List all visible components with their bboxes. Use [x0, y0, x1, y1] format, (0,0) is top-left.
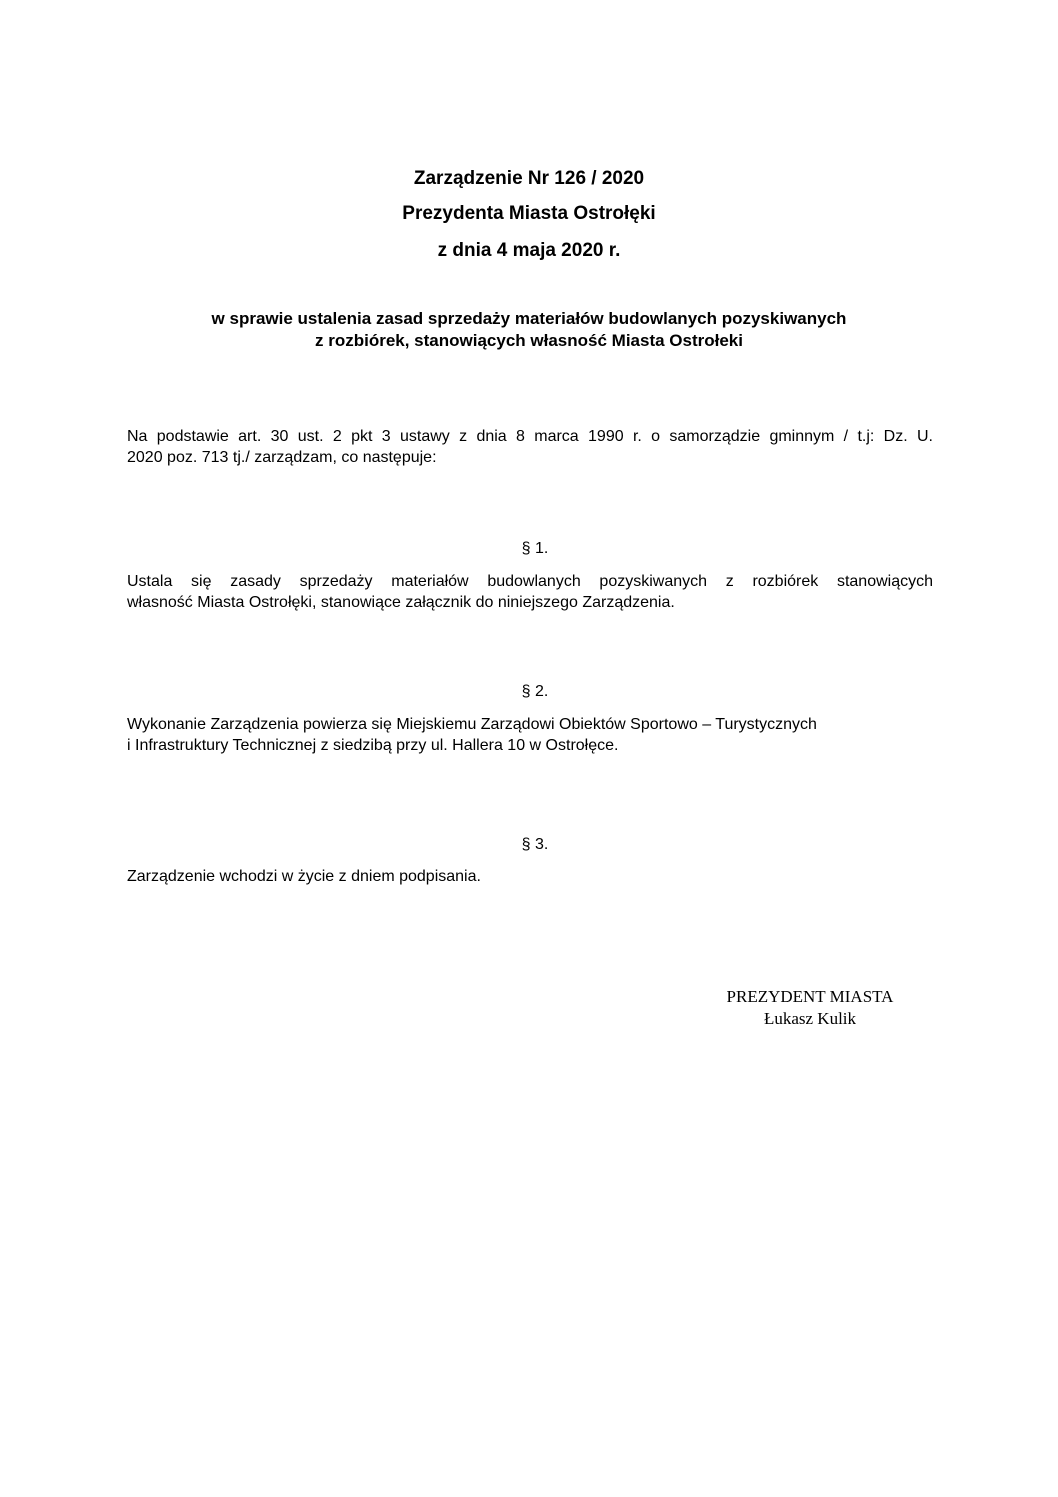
section-1-text	[127, 571, 933, 613]
ordinance-number: Zarządzenie Nr 126 / 2020	[413, 168, 645, 189]
preamble	[127, 426, 933, 468]
issue-date: z dnia 4 maja 2020 r.	[437, 240, 621, 261]
signature-block	[700, 986, 920, 1030]
section-2-line-2: i Infrastruktury Technicznej z siedzibą przy ul. Hallera 10 w Ostrołęce.	[127, 737, 619, 754]
section-2-line-1: Wykonanie Zarządzenia powierza się Miejskiemu Zarządowi Obiektów Sportowo – Turystycznych	[127, 716, 817, 733]
section-1-line-1: Ustala się zasady sprzedaży materiałów budowlanych pozyskiwanych z rozbiórek stanowiących	[127, 573, 933, 590]
preamble-line-2: 2020 poz. 713 tj./ zarządzam, co następuje:	[127, 449, 437, 466]
section-2-text	[127, 714, 933, 756]
section-1-mark: § 1.	[521, 540, 549, 557]
section-2-mark: § 2.	[521, 683, 549, 700]
section-3-line-1: Zarządzenie wchodzi w życie z dniem podpisania.	[127, 868, 481, 885]
section-3-text	[127, 866, 933, 887]
subject-line-2: z rozbiórek, stanowiących własność Miasta Ostrołeki	[315, 331, 743, 350]
signature-name: Łukasz Kulik	[763, 1009, 857, 1028]
section-1-line-2: własność Miasta Ostrołęki, stanowiące załącznik do niniejszego Zarządzenia.	[127, 594, 675, 611]
signature-title: PREZYDENT MIASTA	[726, 987, 894, 1006]
preamble-line-1: Na podstawie art. 30 ust. 2 pkt 3 ustawy z dnia 8 marca 1990 r. o samorządzie gminnym / t.j: Dz. U.	[127, 428, 933, 445]
subject-line-1: w sprawie ustalenia zasad sprzedaży materiałów budowlanych pozyskiwanych	[211, 309, 847, 328]
section-3-mark: § 3.	[521, 836, 549, 853]
issuer: Prezydenta Miasta Ostrołęki	[402, 203, 656, 224]
